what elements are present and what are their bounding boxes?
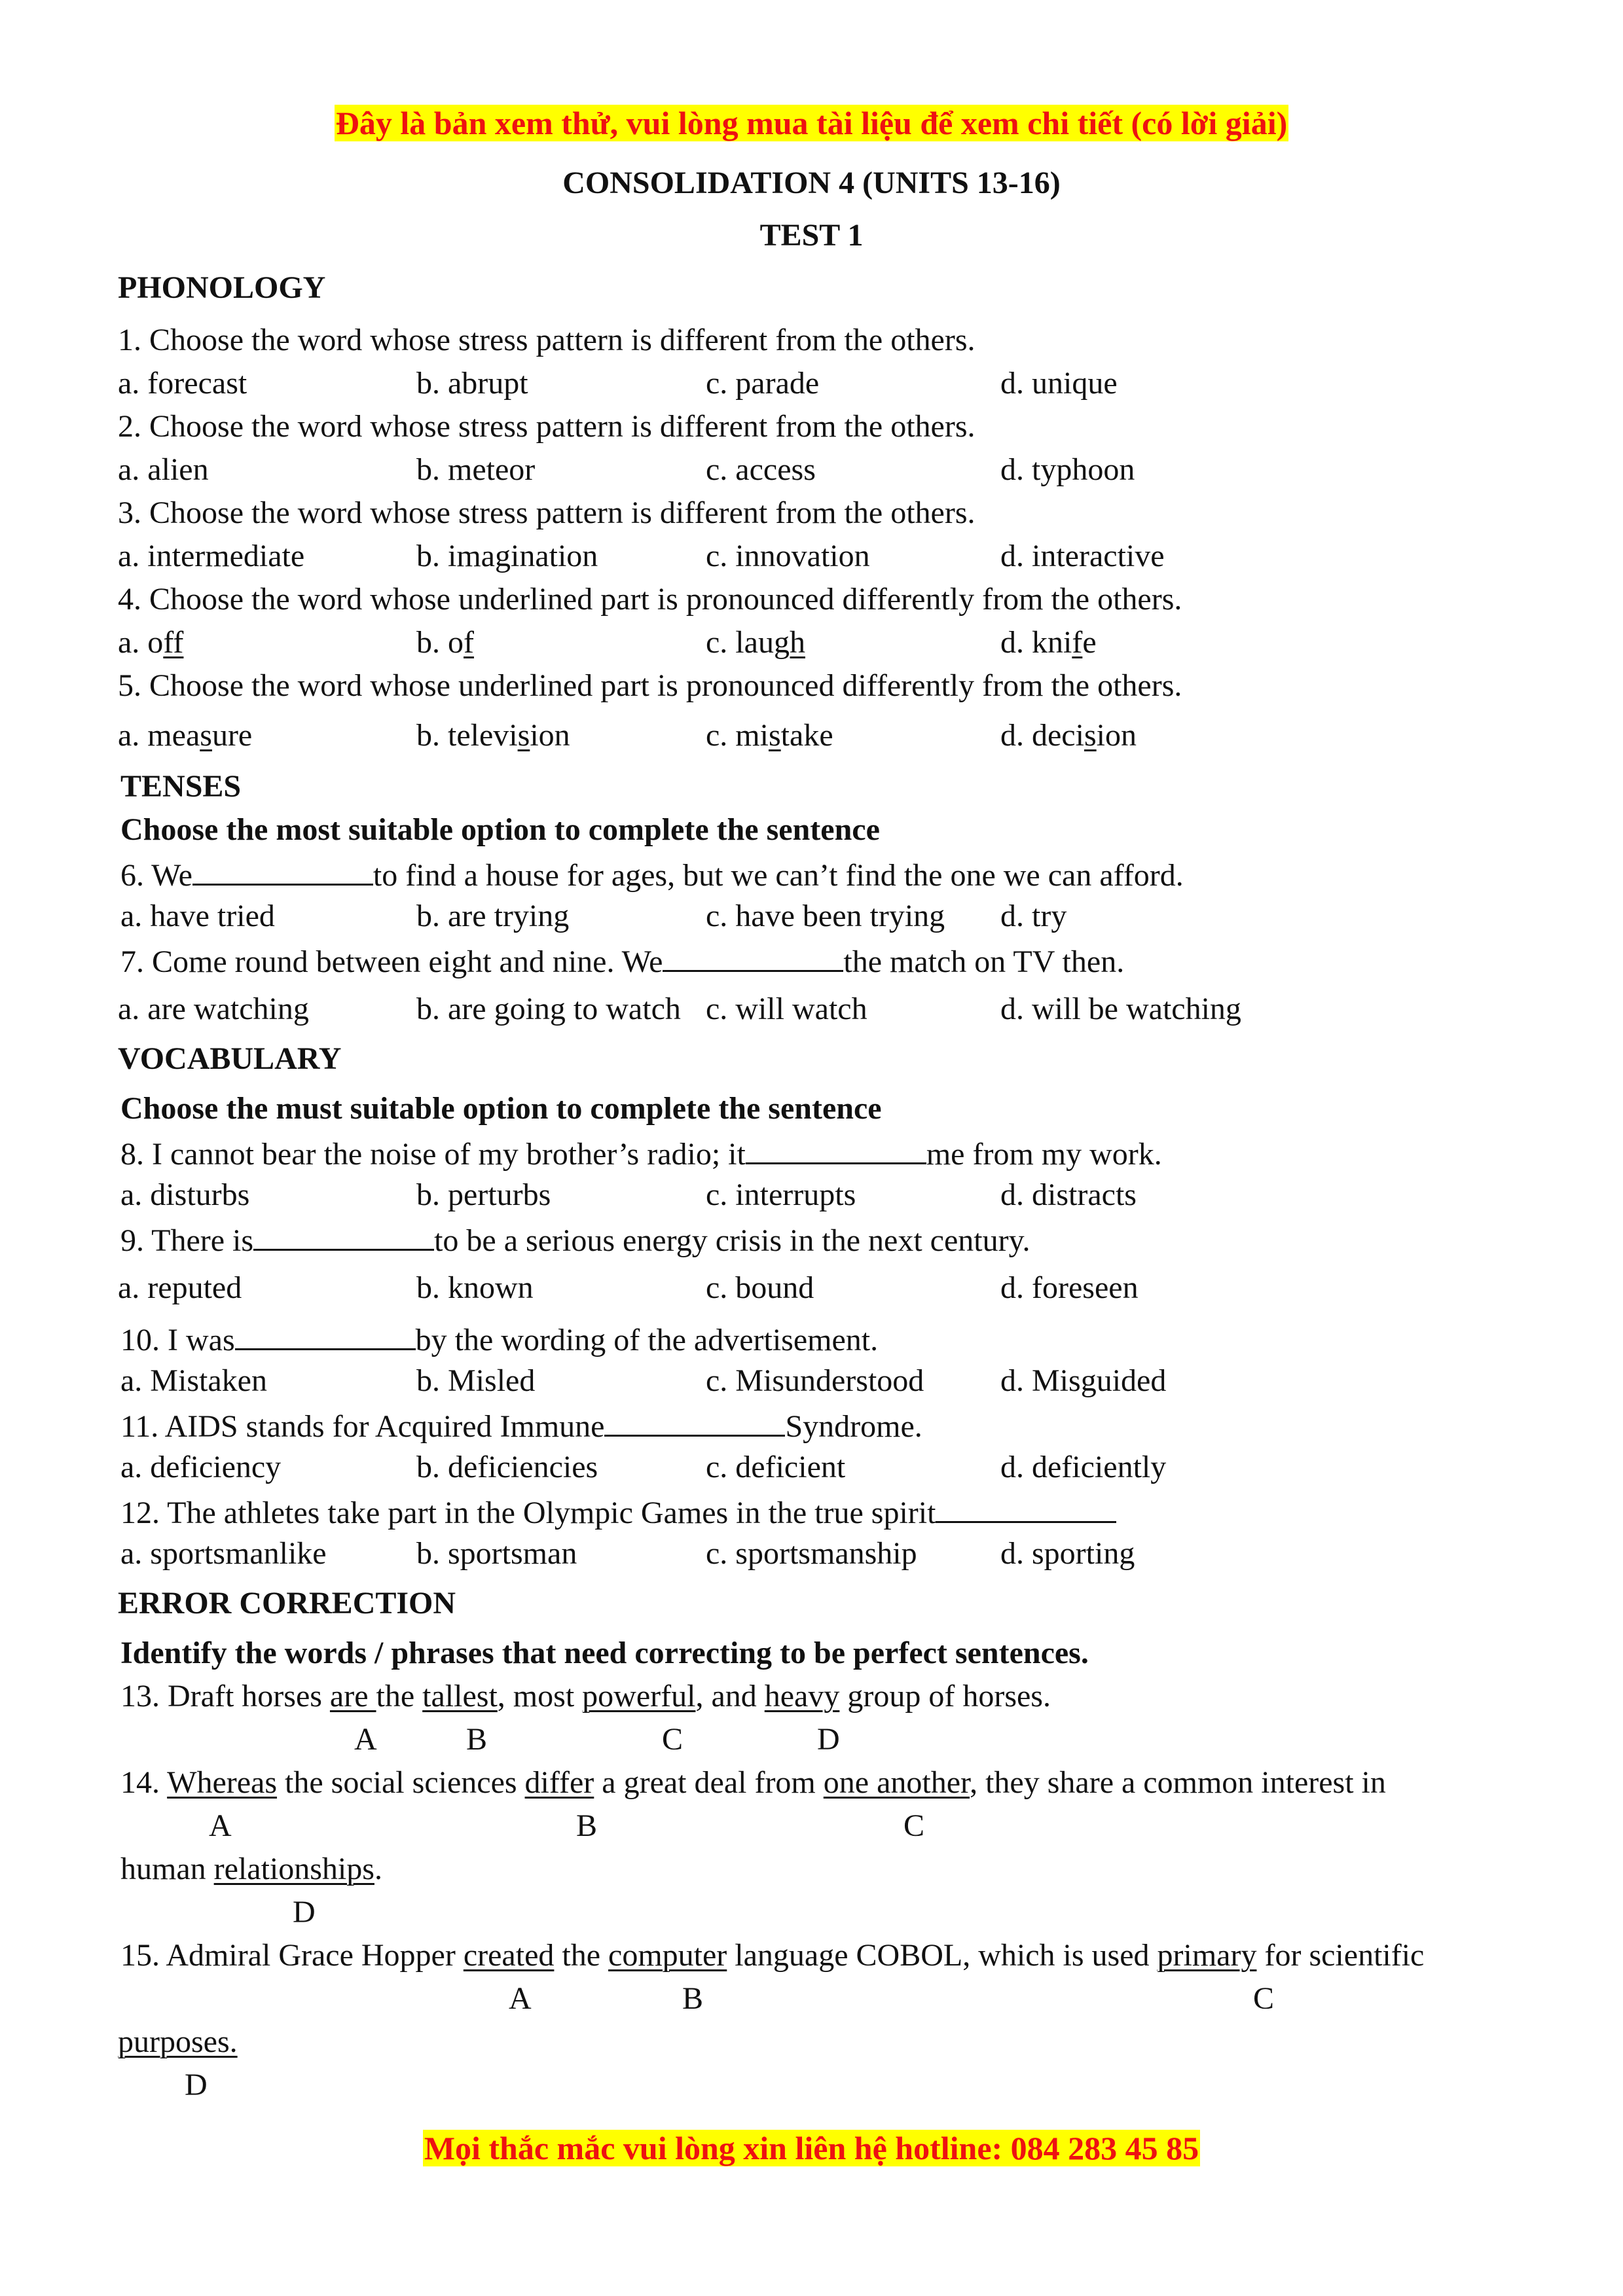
q13-letter-d: D — [817, 1722, 840, 1757]
question-10: 10. I was by the wording of the advertisement. — [120, 1318, 878, 1360]
question-8: 8. I cannot bear the noise of my brother’s radio; it me from my work. — [120, 1132, 1162, 1174]
q10-option-b: b. Misled — [416, 1363, 536, 1398]
q14-letter-c: C — [903, 1808, 925, 1843]
answer-blank — [253, 1219, 434, 1251]
q3-option-d: d. interactive — [1000, 539, 1165, 573]
q8-option-c: c. interrupts — [706, 1177, 856, 1212]
q1-option-b: b. abrupt — [416, 366, 528, 401]
q13-letter-a: A — [354, 1722, 377, 1757]
page-title: CONSOLIDATION 4 (UNITS 13-16) — [562, 166, 1061, 200]
question-3: 3. Choose the word whose stress pattern is different from the others. — [118, 495, 976, 530]
answer-blank — [604, 1405, 785, 1437]
q12-option-d: d. sporting — [1000, 1536, 1135, 1571]
question-13: 13. Draft horses are the tallest, most powerful, and heavy group of horses. — [120, 1679, 1051, 1713]
question-1: 1. Choose the word whose stress pattern is different from the others. — [118, 323, 976, 357]
q3-option-c: c. innovation — [706, 539, 870, 573]
answer-blank — [235, 1318, 416, 1350]
question-12: 12. The athletes take part in the Olympic Games in the true spirit — [120, 1491, 1116, 1533]
q9-option-c: c. bound — [706, 1270, 814, 1305]
section-vocabulary: VOCABULARY — [118, 1041, 342, 1076]
question-14-continued: human relationships. — [120, 1852, 382, 1886]
q8-option-b: b. perturbs — [416, 1177, 551, 1212]
answer-blank — [936, 1491, 1116, 1523]
q11-option-d: d. deficiently — [1000, 1450, 1167, 1484]
hotline-notice: Mọi thắc mắc vui lòng xin liên hệ hotline: 084 283 45 85 — [424, 2130, 1199, 2166]
q9-option-a: a. reputed — [118, 1270, 242, 1305]
tenses-instruction: Choose the most suitable option to complete the sentence — [120, 812, 880, 847]
q2-option-c: c. access — [706, 452, 816, 487]
vocabulary-instruction: Choose the must suitable option to complete the sentence — [120, 1091, 882, 1126]
q1-option-d: d. unique — [1000, 366, 1118, 401]
question-11: 11. AIDS stands for Acquired Immune Syndrome. — [120, 1405, 922, 1446]
q6-option-c: c. have been trying — [706, 899, 945, 933]
q2-option-a: a. alien — [118, 452, 209, 487]
q15-letter-d: D — [185, 2068, 208, 2102]
q5-option-c: c. mistake — [706, 718, 833, 753]
q8-option-d: d. distracts — [1000, 1177, 1137, 1212]
q15-letter-c: C — [1253, 1981, 1275, 2016]
q4-option-a: a. off — [118, 625, 184, 660]
error-instruction: Identify the words / phrases that need correcting to be perfect sentences. — [120, 1636, 1089, 1670]
q5-option-b: b. television — [416, 718, 570, 753]
question-14: 14. Whereas the social sciences differ a great deal from one another, they share a common interest in — [120, 1765, 1386, 1800]
q7-option-b: b. are going to watch — [416, 992, 681, 1026]
q9-option-b: b. known — [416, 1270, 534, 1305]
q6-option-a: a. have tried — [120, 899, 275, 933]
q3-option-a: a. intermediate — [118, 539, 305, 573]
q10-option-d: d. Misguided — [1000, 1363, 1167, 1398]
question-4: 4. Choose the word whose underlined part is pronounced differently from the others. — [118, 582, 1182, 617]
page-subtitle: TEST 1 — [759, 218, 864, 253]
question-15-continued: purposes. — [118, 2024, 238, 2059]
q11-option-a: a. deficiency — [120, 1450, 282, 1484]
q14-letter-d: D — [293, 1895, 316, 1929]
q5-option-a: a. measure — [118, 718, 253, 753]
q15-letter-b: B — [682, 1981, 704, 2016]
question-5: 5. Choose the word whose underlined part is pronounced differently from the others. — [118, 668, 1182, 703]
q10-option-a: a. Mistaken — [120, 1363, 267, 1398]
preview-notice: Đây là bản xem thử, vui lòng mua tài liệu để xem chi tiết (có lời giải) — [335, 105, 1288, 141]
answer-blank — [663, 940, 843, 972]
question-15: 15. Admiral Grace Hopper created the computer language COBOL, which is used primary for scientific — [120, 1938, 1425, 1973]
section-tenses: TENSES — [120, 769, 242, 804]
q1-option-c: c. parade — [706, 366, 820, 401]
q14-letter-b: B — [576, 1808, 598, 1843]
q4-option-d: d. knife — [1000, 625, 1097, 660]
q13-letter-b: B — [466, 1722, 488, 1757]
q8-option-a: a. disturbs — [120, 1177, 250, 1212]
q11-option-b: b. deficiencies — [416, 1450, 598, 1484]
q9-option-d: d. foreseen — [1000, 1270, 1139, 1305]
q2-option-b: b. meteor — [416, 452, 536, 487]
q7-option-a: a. are watching — [118, 992, 309, 1026]
q7-option-c: c. will watch — [706, 992, 867, 1026]
q12-option-b: b. sportsman — [416, 1536, 577, 1571]
section-phonology: PHONOLOGY — [118, 270, 326, 305]
q6-option-b: b. are trying — [416, 899, 570, 933]
answer-blank — [746, 1132, 926, 1164]
q4-option-c: c. laugh — [706, 625, 805, 660]
q3-option-b: b. imagination — [416, 539, 598, 573]
q12-option-c: c. sportsmanship — [706, 1536, 917, 1571]
q15-letter-a: A — [509, 1981, 532, 2016]
q13-letter-c: C — [662, 1722, 684, 1757]
q2-option-d: d. typhoon — [1000, 452, 1135, 487]
question-9: 9. There is to be a serious energy crisis in the next century. — [120, 1219, 1030, 1261]
answer-blank — [192, 853, 373, 886]
q10-option-c: c. Misunderstood — [706, 1363, 924, 1398]
q7-option-d: d. will be watching — [1000, 992, 1241, 1026]
question-2: 2. Choose the word whose stress pattern is different from the others. — [118, 409, 976, 444]
question-7: 7. Come round between eight and nine. We the match on TV then. — [120, 940, 1124, 982]
q14-letter-a: A — [209, 1808, 232, 1843]
question-6: 6. We to find a house for ages, but we can’t find the one we can afford. — [120, 853, 1184, 895]
q5-option-d: d. decision — [1000, 718, 1137, 753]
section-error-correction: ERROR CORRECTION — [118, 1586, 456, 1621]
q11-option-c: c. deficient — [706, 1450, 846, 1484]
q4-option-b: b. of — [416, 625, 474, 660]
q6-option-d: d. try — [1000, 899, 1067, 933]
q1-option-a: a. forecast — [118, 366, 247, 401]
q12-option-a: a. sportsmanlike — [120, 1536, 327, 1571]
